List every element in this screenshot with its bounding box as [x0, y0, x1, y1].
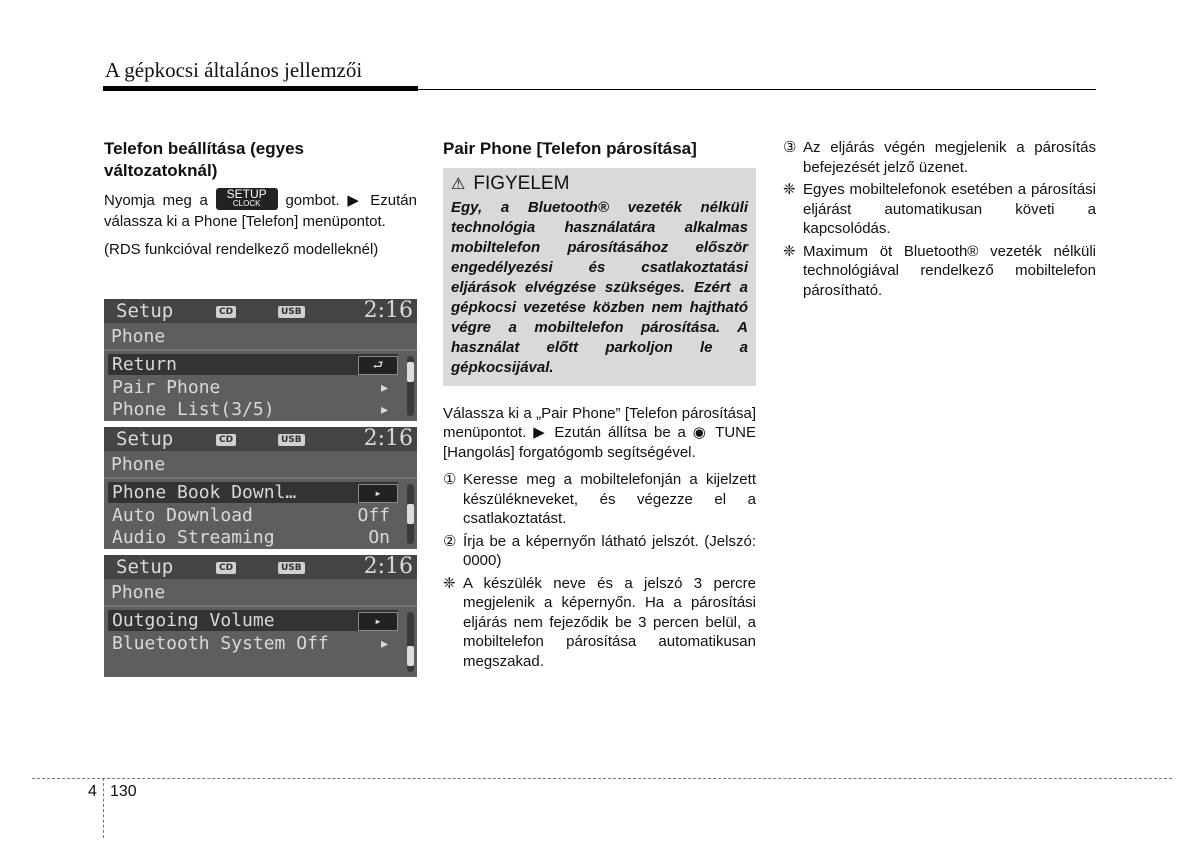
cd-badge-icon: CD [216, 306, 236, 318]
section-heading-phone-setup: Telefon beállítása (egyes változatoknál) [104, 139, 304, 180]
list-text: Egyes mobiltelefonok esetében a párosítási eljárást automatikusan követi a kapcsolódás. [803, 181, 1096, 237]
scrollbar[interactable] [407, 484, 414, 544]
list-marker: ① [443, 471, 457, 488]
setup-screens [104, 299, 417, 683]
cd-badge-icon: CD [216, 562, 236, 574]
screen-separator [104, 605, 417, 607]
screen-subtitle: Phone [111, 326, 166, 347]
menu-row-bluetooth-system-off[interactable] [108, 633, 398, 654]
screen-clock: 2:16 [363, 299, 413, 323]
list-text: Maximum öt Bluetooth® vezeték nélküli technológiával rendelkező mobiltelefon párosítható. [803, 242, 1096, 299]
arrow-right-icon: ▸ [379, 633, 390, 654]
list-item [783, 180, 1096, 239]
warning-title: FIGYELEM [473, 173, 570, 194]
paragraph-setup-instruction [104, 187, 417, 232]
list-item [443, 532, 756, 571]
list-item [443, 470, 756, 529]
warning-body: Egy, a Bluetooth® vezeték nélküli technológia használatára alkalmas mobiltelefon párosításához először engedélyezési és csatlakoztatási eljárások elvégzése szükséges. Ezért a gépkocsi vezetése közben nem hajtható végre a mobiltelefon párosítása. A használat előtt parkoljon le a gépkocsijával. [451, 198, 748, 376]
menu-row-label: Outgoing Volume [112, 610, 275, 631]
screen-clock: 2:16 [363, 555, 413, 579]
header-rule-thick [103, 86, 418, 91]
screen-title: Setup [116, 300, 174, 322]
usb-badge-icon: USB [278, 562, 305, 574]
list-item [783, 138, 1096, 177]
menu-row-phone-list[interactable] [108, 399, 398, 420]
paragraph-rds-note: (RDS funkcióval rendelkező modelleknél) [104, 240, 379, 258]
screen-title: Setup [116, 428, 174, 450]
menu-row-label: Return [112, 354, 178, 375]
list-marker: ❈ [783, 181, 796, 198]
setup-screen-1 [104, 299, 417, 421]
list-marker: ❈ [783, 242, 796, 260]
menu-row-pair-phone[interactable] [108, 377, 398, 398]
chapter-number: 4 [88, 783, 97, 800]
menu-row-auto-download[interactable] [108, 505, 398, 526]
usb-badge-icon: USB [278, 306, 305, 318]
list-marker: ③ [783, 139, 797, 156]
menu-row-label: Bluetooth System Off [112, 633, 329, 654]
clock-key-label: CLOCK [232, 199, 261, 208]
list-item [443, 574, 756, 672]
scrollbar[interactable] [407, 356, 414, 416]
section-heading-pair-phone: Pair Phone [Telefon párosítása] [443, 139, 697, 158]
list-marker: ② [443, 532, 457, 550]
menu-row-value: Off [357, 505, 390, 526]
cd-badge-icon: CD [216, 434, 236, 446]
setup-text-before: Nyomja meg a [104, 191, 208, 209]
menu-row-label: Phone Book Downl… [112, 482, 297, 503]
paragraph-pair-phone-instruction: Válassza ki a „Pair Phone” [Telefon párosítása] menüpontot. ▶ Ezután állítsa be a ◉ TUNE [Hangolás] forgatógomb segítségével. [443, 404, 756, 461]
screen-separator [104, 349, 417, 351]
scrollbar-thumb[interactable] [407, 504, 414, 524]
list-text: Az eljárás végén megjelenik a párosítás befejezését jelző üzenet. [803, 139, 1096, 176]
arrow-right-icon: ▸ [358, 612, 398, 631]
return-icon: ⮐ [358, 356, 398, 375]
arrow-right-icon: ▸ [358, 484, 398, 503]
arrow-right-icon: ▸ [379, 399, 390, 420]
screen-clock: 2:16 [363, 427, 413, 451]
warning-title-row [451, 174, 748, 195]
menu-row-outgoing-volume[interactable] [108, 610, 398, 631]
list-item [783, 242, 1096, 301]
menu-row-audio-streaming[interactable] [108, 527, 398, 548]
scrollbar-thumb[interactable] [407, 646, 414, 666]
setup-text-after: gombot. ▶ Ezután válassza ki a Phone [Telefon] menüpontot. [104, 191, 417, 230]
screen-subtitle: Phone [111, 582, 166, 603]
menu-row-return[interactable] [108, 354, 398, 375]
list-text: Írja be a képernyőn látható jelszót. (Jelszó: 0000) [463, 532, 756, 569]
header-rule-thin [418, 89, 1096, 90]
column-2 [443, 138, 756, 674]
usb-badge-icon: USB [278, 434, 305, 446]
footer-dashed-divider [103, 778, 104, 838]
list-text: A készülék neve és a jelszó 3 percre megjelenik a képernyőn. Ha a párosítási eljárás nem fejeződik be 3 percen belül, a mobiltelefon párosítása automatikusan megszakad. [463, 574, 756, 670]
menu-row-phone-book-download[interactable] [108, 482, 398, 503]
footer-dashed-rule [32, 778, 1172, 779]
scrollbar-thumb[interactable] [407, 362, 414, 382]
warning-triangle-icon: ⚠ [451, 176, 466, 193]
setup-screen-3 [104, 555, 417, 677]
menu-row-label: Phone List(3/5) [112, 399, 275, 420]
menu-row-label: Audio Streaming [112, 527, 275, 548]
setup-clock-key-icon [216, 188, 278, 210]
screen-title: Setup [116, 556, 174, 578]
setup-screen-2 [104, 427, 417, 549]
setup-key-label: SETUP [226, 187, 267, 201]
page-number: 130 [110, 783, 137, 800]
menu-row-label: Pair Phone [112, 377, 221, 398]
page-header-title: A gépkocsi általános jellemzői [105, 58, 363, 82]
screen-subtitle: Phone [111, 454, 166, 475]
scrollbar[interactable] [407, 612, 414, 672]
screen-separator [104, 477, 417, 479]
list-marker: ❈ [443, 574, 456, 592]
menu-row-value: On [368, 527, 390, 548]
list-text: Keresse meg a mobiltelefonján a kijelzett készülékneveket, és végezze el a csatlakoztatást. [463, 471, 756, 527]
menu-row-label: Auto Download [112, 505, 253, 526]
column-1 [104, 138, 417, 267]
column-3 [783, 138, 1096, 303]
warning-box [443, 168, 756, 386]
arrow-right-icon: ▸ [379, 377, 390, 398]
